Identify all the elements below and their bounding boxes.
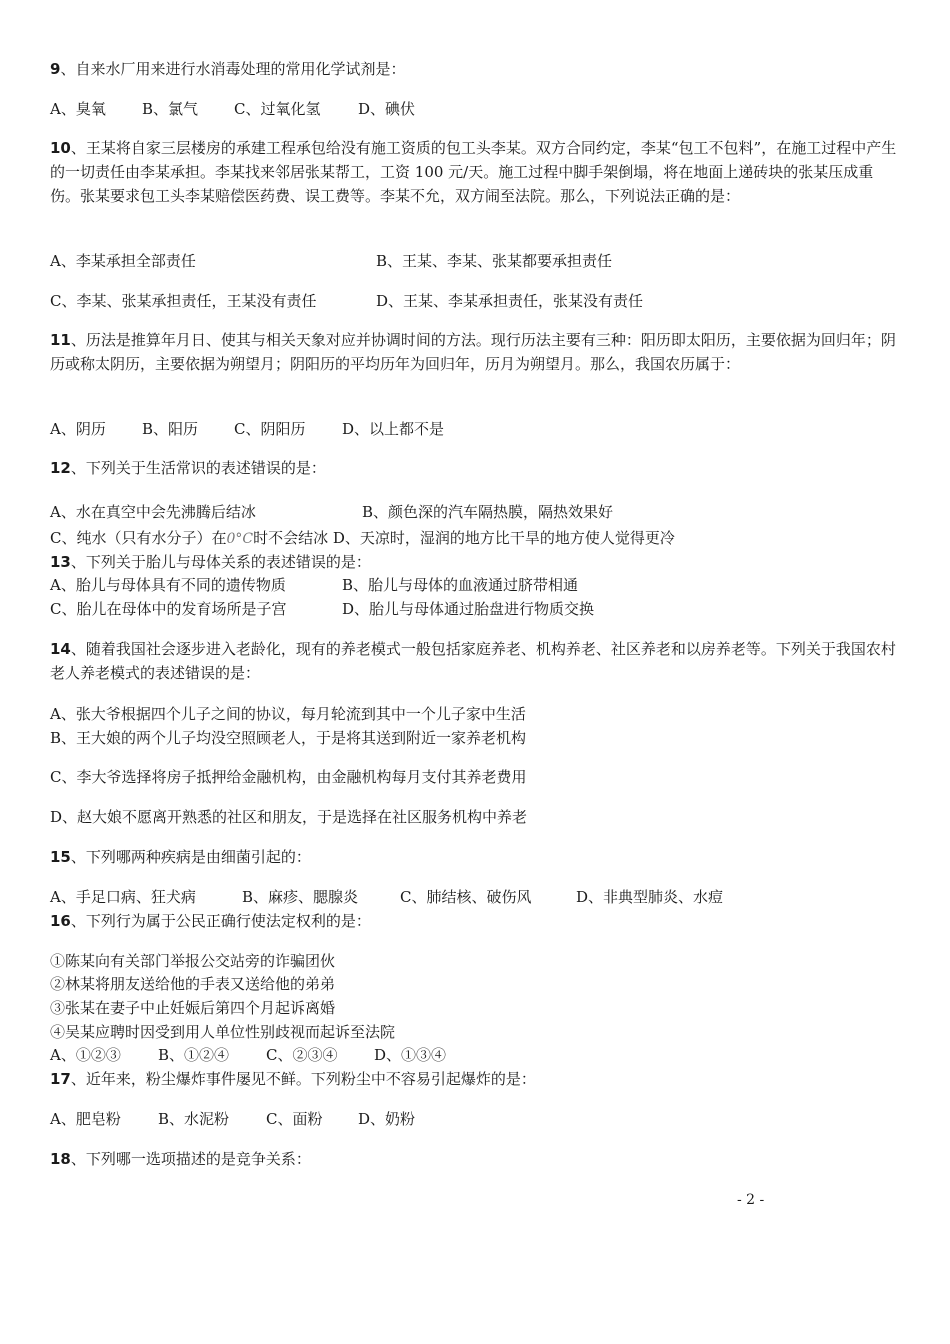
option-a: A、肥皂粉 — [50, 1110, 121, 1128]
temperature-symbol: 0°C — [226, 531, 254, 547]
statement-4: ④吴某应聘时因受到用人单位性别歧视而起诉至法院 — [50, 1023, 396, 1041]
question-stem: 、下列哪一选项描述的是竞争关系： — [70, 1150, 311, 1168]
question-number: 13 — [50, 553, 71, 571]
statement-1: ①陈某向有关部门举报公交站旁的诈骗团伙 — [50, 952, 336, 970]
question-17 — [50, 1068, 536, 1090]
question-number: 14 — [50, 640, 71, 658]
options-row — [50, 574, 578, 596]
page-number: - 2 - — [737, 1192, 765, 1208]
option-d: D、碘伏 — [358, 100, 416, 118]
options-row — [50, 1044, 446, 1066]
question-15 — [50, 846, 311, 868]
option-c: C、阴阳历 — [234, 420, 306, 438]
option-c: C、胎儿在母体中的发育场所是子宫 — [50, 600, 287, 618]
question-14 — [50, 637, 900, 685]
question-number: 16 — [50, 912, 71, 930]
option-a: A、张大爷根据四个儿子之间的协议，每月轮流到其中一个儿子家中生活 — [50, 705, 526, 723]
question-stem: 、历法是推算年月日、使其与相关天象对应并协调时间的方法。现行历法主要有三种：阳历即太阳历，主要依据为回归年；阴历或称太阴历，主要依据为朔望月；阴阳历的平均历年为回归年，历月为朔望月。那么，我国农历属于： — [50, 331, 896, 373]
option-d: D、天凉时，湿润的地方比干旱的地方使人觉得更冷 — [332, 529, 675, 547]
question-stem: 、下列关于生活常识的表述错误的是： — [70, 459, 326, 477]
options-row — [50, 501, 613, 523]
option-c: C、李某、张某承担责任，王某没有责任 — [50, 292, 317, 310]
option-c: C、过氧化氢 — [234, 100, 321, 118]
option-c-post: 时不会结冰 — [253, 529, 329, 547]
question-16 — [50, 910, 371, 932]
option-a: A、水在真空中会先沸腾后结冰 — [50, 503, 256, 521]
question-stem: 、近年来，粉尘爆炸事件屡见不鲜。下列粉尘中不容易引起爆炸的是： — [70, 1070, 536, 1088]
options-row — [50, 886, 723, 908]
option-a: A、胎儿与母体具有不同的遗传物质 — [50, 576, 286, 594]
option-d: D、胎儿与母体通过胎盘进行物质交换 — [342, 600, 595, 618]
question-number: 15 — [50, 848, 71, 866]
option-b: B、王某、李某、张某都要承担责任 — [376, 252, 613, 270]
option-a: A、阴历 — [50, 420, 106, 438]
options-row — [50, 527, 675, 550]
option-d: D、王某、李某承担责任，张某没有责任 — [376, 292, 644, 310]
option-c — [50, 527, 328, 550]
option-a: A、手足口病、狂犬病 — [50, 888, 196, 906]
option-d: D、奶粉 — [358, 1110, 416, 1128]
option-a: A、臭氧 — [50, 100, 106, 118]
option-d: D、赵大娘不愿离开熟悉的社区和朋友，于是选择在社区服务机构中养老 — [50, 808, 528, 826]
option-b: B、阳历 — [142, 420, 199, 438]
option-c-pre: C、纯水（只有水分子）在 — [50, 529, 227, 547]
options-row — [50, 290, 643, 312]
question-10 — [50, 136, 900, 208]
question-stem: 、下列关于胎儿与母体关系的表述错误的是： — [70, 553, 371, 571]
option-b: B、颜色深的汽车隔热膜，隔热效果好 — [362, 503, 614, 521]
options-row — [50, 250, 612, 272]
option-d: D、①③④ — [374, 1046, 447, 1064]
option-a: A、李某承担全部责任 — [50, 252, 196, 270]
question-number: 17 — [50, 1070, 71, 1088]
options-row — [50, 598, 594, 620]
question-stem: 、王某将自家三层楼房的承建工程承包给没有施工资质的包工头李某。双方合同约定，李某“包工不包料”，在施工过程中产生的一切责任由李某承担。李某找来邻居张某帮工，工资 100 元/天。施工过程中脚手架倒塌，将在地面上递砖块的张某压成重伤。张某要求包工头李某赔偿医药费、误工费等。李某不允，双方闹至法院。那么，下列说法正确的是： — [50, 139, 897, 205]
question-12 — [50, 457, 326, 479]
question-number: 9 — [50, 60, 61, 78]
question-11 — [50, 328, 900, 376]
option-b: B、氯气 — [142, 100, 199, 118]
option-b: B、水泥粉 — [158, 1110, 230, 1128]
question-stem: 、自来水厂用来进行水消毒处理的常用化学试剂是： — [60, 60, 406, 78]
option-b: B、麻疹、腮腺炎 — [242, 888, 359, 906]
option-b: B、王大娘的两个儿子均没空照顾老人，于是将其送到附近一家养老机构 — [50, 729, 527, 747]
question-18 — [50, 1148, 311, 1170]
option-b: B、①②④ — [158, 1046, 230, 1064]
option-b: B、胎儿与母体的血液通过脐带相通 — [342, 576, 579, 594]
question-9 — [50, 58, 405, 80]
question-stem: 、下列行为属于公民正确行使法定权利的是： — [70, 912, 371, 930]
question-13 — [50, 551, 371, 573]
options-row — [50, 418, 444, 440]
option-c: C、肺结核、破伤风 — [400, 888, 532, 906]
option-a: A、①②③ — [50, 1046, 121, 1064]
option-c: C、②③④ — [266, 1046, 338, 1064]
question-number: 10 — [50, 139, 71, 157]
question-number: 11 — [50, 331, 71, 349]
options-row — [50, 98, 415, 120]
options-row — [50, 1108, 415, 1130]
statement-2: ②林某将朋友送给他的手表又送给他的弟弟 — [50, 975, 336, 993]
option-c: C、面粉 — [266, 1110, 323, 1128]
option-d: D、非典型肺炎、水痘 — [576, 888, 724, 906]
question-number: 18 — [50, 1150, 71, 1168]
statement-3: ③张某在妻子中止妊娠后第四个月起诉离婚 — [50, 999, 336, 1017]
question-stem: 、下列哪两种疾病是由细菌引起的： — [70, 848, 311, 866]
option-d: D、以上都不是 — [342, 420, 445, 438]
question-number: 12 — [50, 459, 71, 477]
option-c: C、李大爷选择将房子抵押给金融机构，由金融机构每月支付其养老费用 — [50, 768, 527, 786]
question-stem: 、随着我国社会逐步进入老龄化，现有的养老模式一般包括家庭养老、机构养老、社区养老和以房养老等。下列关于我国农村老人养老模式的表述错误的是： — [50, 640, 896, 682]
